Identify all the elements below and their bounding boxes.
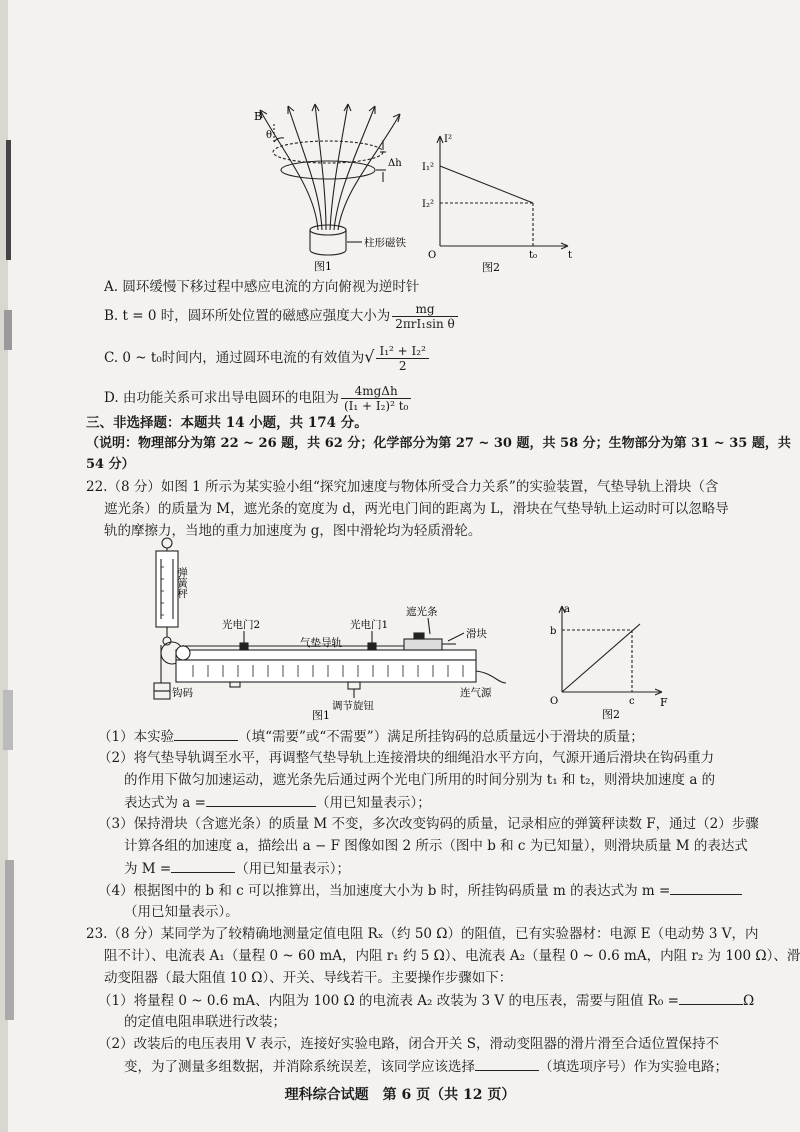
tick-t0: t₀ — [529, 250, 538, 261]
q22-part3-3b: （用已知量表示）； — [235, 861, 350, 877]
option-c-text: C. 0 ~ t₀时间内，通过圆环电流的有效值为 — [104, 350, 365, 366]
axis-label-f: F — [660, 696, 668, 709]
option-c-num: I₁² + I₂² — [376, 344, 428, 359]
section3-title: 三、非选择题：本题共 14 小题，共 174 分。 — [86, 415, 368, 431]
axis-label-y: I² — [444, 134, 452, 145]
q22-part4-1a: （4）根据图中的 b 和 c 可以推算出，当加速度大小为 b 时，所挂钩码质量 m 的表达式为 m = — [98, 883, 671, 899]
q22-part3-3 — [124, 858, 350, 879]
label-theta: θ — [266, 130, 273, 141]
tick-i2sq: I₂² — [422, 199, 434, 210]
label-b: B — [254, 110, 263, 123]
option-a: A. 圆环缓慢下移过程中感应电流的方向俯视为逆时针 — [104, 279, 420, 295]
label-spring: 弹簧秤 — [176, 567, 188, 599]
q23-part2-2b: （填选项序号）作为实验电路； — [539, 1059, 728, 1075]
q23-part1-1 — [98, 990, 754, 1011]
option-c-den: 2 — [398, 359, 407, 373]
label-weights: 钩码 — [172, 687, 193, 699]
q23-part1-1b: Ω — [742, 993, 755, 1009]
q22-part1-a: （1）本实验 — [98, 729, 175, 745]
q22-blank-3[interactable] — [171, 858, 235, 873]
option-d-den: (I₁ + I₂)² t₀ — [343, 399, 409, 413]
q23-stem-2: 阻不计）、电流表 A₁（量程 0 ~ 60 mA，内阻 r₁ 约 5 Ω）、电流表 A₂（量程 0 ~ 0.6 mA，内阻 r₂ 为 100 Ω）、滑 — [104, 948, 800, 964]
q22-part2-2: 的作用下做匀加速运动，遮光条先后通过两个光电门所用的时间分别为 t₁ 和 t₂，则滑块加速度 a 的 — [124, 772, 716, 788]
option-d-fraction — [341, 384, 411, 413]
caption-fig1-mid: 图1 — [312, 709, 330, 721]
option-b — [104, 302, 460, 331]
label-air: 连气源 — [460, 687, 492, 699]
origin-label-mid: O — [550, 696, 559, 707]
q22-stem-1: 22.（8 分）如图 1 所示为某实验小组“探究加速度与物体所受合力关系”的实验装置，气垫导轨上滑块（含 — [86, 479, 719, 495]
q22-stem-3: 轨的摩擦力，当地的重力加速度为 g，图中滑轮均为轻质滑轮。 — [104, 523, 482, 539]
label-gate1: 光电门1 — [350, 619, 389, 631]
caption-fig2-top: 图2 — [482, 261, 500, 273]
q23-part1-2: 的定值电阻串联进行改装； — [124, 1014, 286, 1030]
option-c-fraction — [376, 344, 428, 373]
q22-part1-b: （填“需要”或“不需要”）满足所挂钩码的总质量远小于滑块的质量； — [238, 729, 644, 745]
q22-part3-1: （3）保持滑块（含遮光条）的质量 M 不变，多次改变钩码的质量，记录相应的弹簧秤读数 F，通过（2）步骤 — [98, 816, 759, 832]
option-d — [104, 384, 413, 413]
tick-b: b — [550, 626, 557, 637]
q22-part4-1 — [98, 880, 742, 901]
q22-part2-3b: （用已知量表示）； — [315, 795, 431, 811]
tick-i1sq: I₁² — [422, 162, 434, 173]
q23-blank-2[interactable] — [475, 1056, 539, 1071]
option-d-text: D. 由功能关系可求出导电圆环的电阻为 — [104, 390, 339, 406]
label-slider: 滑块 — [466, 628, 487, 640]
q23-stem-1: 23.（8 分）某同学为了较精确地测量定值电阻 Rₓ（约 50 Ω）的阻值，已有实验器材：电源 E（电动势 3 V，内 — [86, 926, 759, 942]
q22-part2-3a: 表达式为 a = — [124, 795, 206, 811]
label-magnet: 柱形磁铁 — [364, 237, 406, 249]
figure-a-f-graph — [544, 600, 674, 722]
q22-stem-2: 遮光条）的质量为 M，遮光条的宽度为 d，两光电门间的距离为 L，滑块在气垫导轨上运动时可以忽略导 — [104, 501, 729, 517]
section3-note-1: （说明：物理部分为第 22 ~ 26 题，共 62 分；化学部分为第 27 ~ 30 题，共 58 分；生物部分为第 31 ~ 35 题，共 — [86, 436, 791, 451]
q22-part1 — [98, 726, 644, 747]
q22-part3-3a: 为 M = — [124, 861, 172, 877]
q22-blank-1[interactable] — [174, 726, 238, 741]
option-b-den: 2πrI₁sin θ — [395, 317, 455, 331]
q22-part2-1: （2）将气垫导轨调至水平，再调整气垫导轨上连接滑块的细绳沿水平方向，气源开通后滑块在钩码重力 — [98, 750, 715, 766]
option-d-num: 4mgΔh — [341, 384, 411, 399]
origin-label: O — [428, 250, 437, 261]
q23-part2-1: （2）改装后的电压表用 V 表示，连接好实验电路，闭合开关 S，滑动变阻器的滑片滑至合适位置保持不 — [98, 1036, 719, 1052]
q23-stem-3: 动变阻器（最大阻值 10 Ω）、开关、导线若干。主要操作步骤如下： — [104, 970, 513, 986]
q23-part2-2a: 变，为了测量多组数据，并消除系统误差，该同学应该选择 — [124, 1059, 475, 1075]
label-gate2: 光电门2 — [222, 619, 261, 631]
q23-part1-1a: （1）将量程 0 ~ 0.6 mA、内阻为 100 Ω 的电流表 A₂ 改装为 3 V 的电压表，需要与阻值 R₀ = — [98, 993, 679, 1009]
q22-part2-3 — [124, 792, 431, 813]
option-c: C. 0 ~ t₀时间内，通过圆环电流的有效值为√ $\frac{\text{I₁² + I₂²}}{2}$ — [104, 344, 431, 373]
caption-fig1-top: 图1 — [314, 260, 332, 273]
q22-blank-2[interactable] — [206, 792, 316, 807]
page-footer: 理科综合试题 第 6 页（共 12 页） — [284, 1087, 516, 1103]
caption-fig2-mid: 图2 — [602, 708, 620, 721]
axis-label-x: t — [568, 250, 573, 261]
axis-label-a: a — [564, 604, 570, 615]
option-b-text: B. t = 0 时，圆环所处位置的磁感应强度大小为 — [104, 308, 391, 324]
binding-edge — [0, 0, 22, 1132]
figure-magnet-ring — [240, 100, 420, 275]
q23-part2-2 — [124, 1056, 728, 1077]
figure-i2-t-graph — [418, 128, 578, 273]
q22-part4-2: （用已知量表示）。 — [124, 904, 239, 920]
label-dh: Δh — [388, 158, 402, 169]
q22-part3-2: 计算各组的加速度 a，描绘出 a − F 图像如图 2 所示（图中 b 和 c 为已知量），则滑块质量 M 的表达式 — [124, 838, 748, 854]
label-shade: 遮光条 — [406, 606, 438, 618]
q23-blank-1[interactable] — [679, 990, 743, 1005]
section3-note-2: 54 分） — [86, 457, 135, 472]
figure-air-track — [148, 533, 528, 721]
label-rail: 气垫导轨 — [300, 637, 342, 649]
option-b-num: mg — [392, 302, 458, 317]
label-knob: 调节旋钮 — [332, 700, 374, 712]
option-b-fraction — [392, 302, 458, 331]
tick-c: c — [629, 696, 635, 707]
q22-blank-4[interactable] — [670, 880, 742, 895]
